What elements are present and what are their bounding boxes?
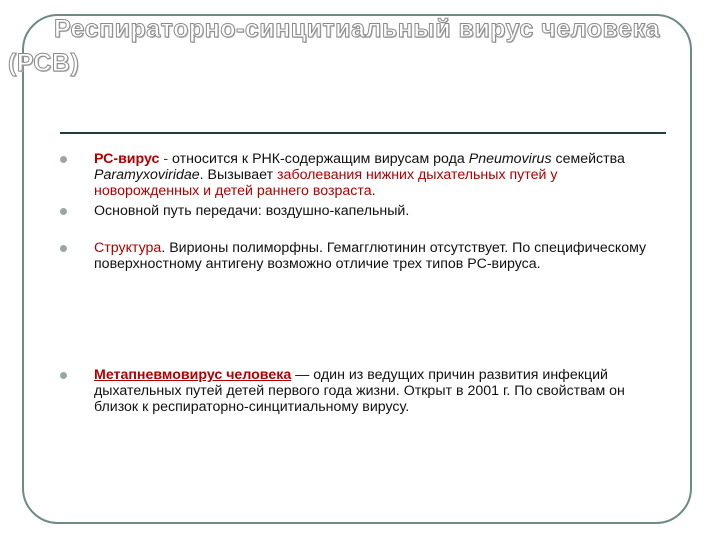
- term-rsv: РС-вирус: [94, 151, 160, 167]
- family-name: Paramyxoviridae: [94, 167, 200, 183]
- slide-title: [8, 12, 708, 80]
- title-line-1: Респираторно-синцитиальный вирус человека: [54, 15, 660, 43]
- genus-name: Pneumovirus: [468, 151, 552, 167]
- title-line-2: (РСВ): [8, 49, 80, 77]
- bullet-icon: [60, 245, 67, 252]
- title-divider: [60, 132, 666, 134]
- item-text: [94, 367, 664, 415]
- text-part: . Вирионы полиморфны. Гемагглютинин отсутствует. По специфическому поверхностному антигену возможно отличие трех типов РС-вируса.: [94, 240, 647, 272]
- structure-label: Структура: [94, 240, 162, 256]
- bullet-icon: [60, 156, 67, 163]
- text-part: . Вызывает: [199, 167, 278, 183]
- text-part: относится к РНК-содержащим вирусам рода: [172, 151, 469, 167]
- item-text: [94, 151, 664, 199]
- text-part: семейства: [551, 151, 625, 167]
- disease-link[interactable]: заболевания нижних дыхательных путей у новорожденных и детей раннего возраста: [94, 167, 558, 199]
- term-metapneumovirus-link[interactable]: Метапневмовирус человека: [94, 367, 292, 383]
- bullet-icon: [60, 208, 67, 215]
- text-part: — один из ведущих причин развития инфекций дыхательных путей детей первого года жизни. Открыт в 2001 г. По свойствам он близок к респираторно-синцитиальному вирусу.: [94, 367, 625, 415]
- item-text: Основной путь передачи: воздушно-капельный.: [94, 203, 410, 219]
- separator: -: [159, 151, 173, 167]
- text-part: .: [371, 183, 376, 199]
- item-text: [94, 240, 664, 272]
- bullet-icon: [60, 372, 67, 379]
